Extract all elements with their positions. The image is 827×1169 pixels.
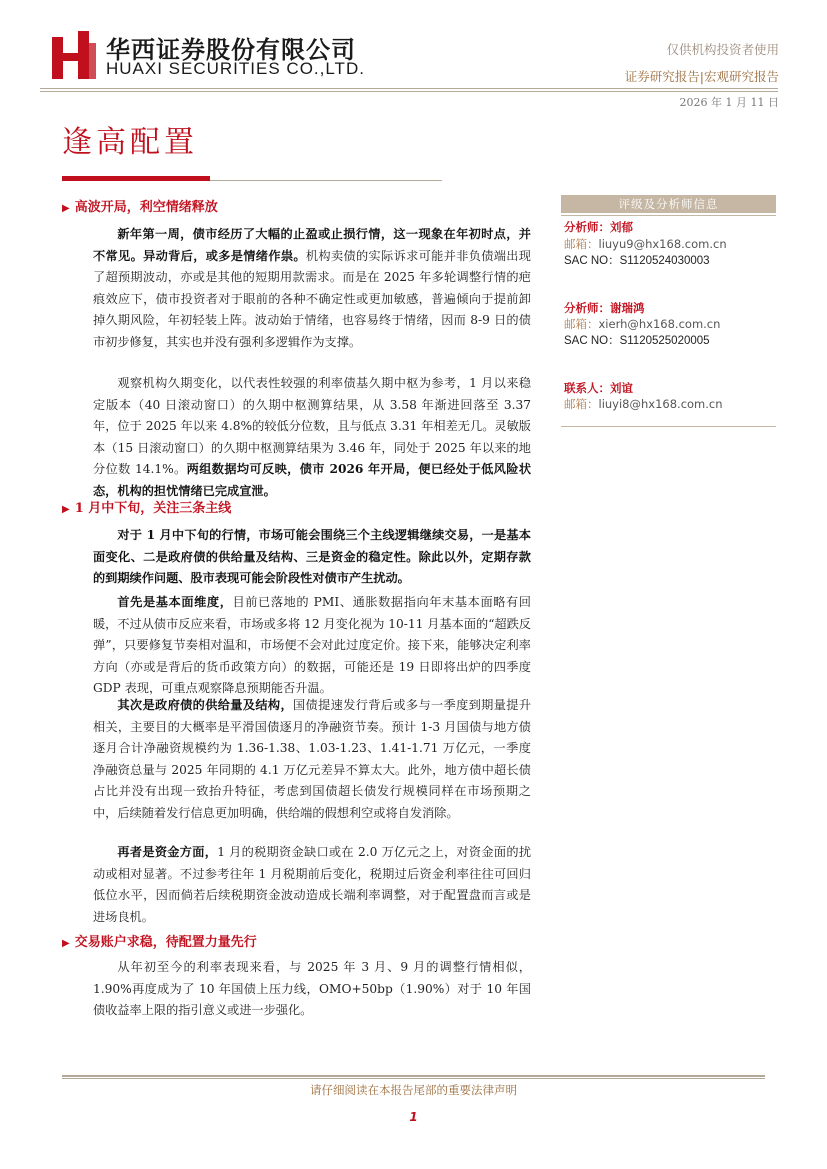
report-type: 证券研究报告|宏观研究报告 [624,69,779,84]
page-number: 1 [409,1110,418,1124]
huaxi-logo-icon [52,31,96,79]
section-heading: ▶ 1 月中下旬，关注三条主线 [62,501,232,516]
header-divider [40,88,778,89]
paragraph: 新年第一周，债市经历了大幅的止盈或止损行情，这一现象在年初时点，并不常见。异动背后，或多是情绪作祟。机构卖债的实际诉求可能并非负债端出现了超预期波动，亦或是其他的短期用款需求。而是在 2025 年多轮调整行情的疤痕效应下，债市投资者对于眼前的各种不确定性或更加敏感，普遍倾向于提前卸掉久期风险，年初轻装上阵。波动始于情绪，也容易终于情绪，因而 8-9 日的债市初步修复，其实也并没有强利多逻辑作为支撑。 [93,227,531,349]
triangle-bullet-icon: ▶ [62,504,70,515]
section-heading: ▶ 交易账户求稳，待配置力量先行 [62,935,257,950]
paragraph: 观察机构久期变化，以代表性较强的利率债基久期中枢为参考，1 月以来稳定版本（40 日滚动窗口）的久期中枢测算结果，从 3.58 年渐进回落至 3.37 年，位于 2025 年以来 4.8%的较低分位数，且与低点 3.31 年相差无几。灵敏版本（15 日滚动窗口）的久期中枢测算结果为 3.46 年，同处于 2025 年以来的地分位数 14.1%。两组数据均可反映，债市 2026 年开局，便已经处于低风险状态，机构的担忧情绪已完成宣泄。 [93,376,532,498]
contact-email[interactable]: 邮箱：liuyi8@hx168.com.cn [564,397,723,411]
publish-date: 2026 年 1 月 11 日 [679,96,779,109]
paragraph: 再者是资金方面，1 月的税期资金缺口或在 2.0 万亿元之上，对资金面的扰动或相对显著。不过参考往年 1 月税期前后变化，税期过后资金利率往往可回归低位水平，因而倘若后续税期资金波动造成长端利率调整，对于配置盘而言或是进场良机。 [93,845,532,924]
triangle-bullet-icon: ▶ [62,203,70,214]
contact-name: 联系人：刘谊 [564,381,633,395]
footer-divider [62,1075,765,1077]
analyst-email[interactable]: 邮箱：liuyu9@hx168.com.cn [564,237,727,251]
report-title: 逢高配置 [62,125,198,160]
header-divider [40,91,778,92]
company-name-cn: 华西证券股份有限公司 [106,36,356,64]
title-divider [210,180,442,181]
audience-tag: 仅供机构投资者使用 [666,42,779,57]
paragraph: 从年初至今的利率表现来看，与 2025 年 3 月、9 月的调整行情相似，1.90%再度成为了 10 年国债上压力线，OMO+50bp（1.90%）对于 10 年国债收益率上限的指引意义或进一步强化。 [93,960,531,1018]
paragraph: 首先是基本面维度，目前已落地的 PMI、通胀数据指向年末基本面略有回暖，不过从债市反应来看，市场或多将 12 月变化视为 10-11 月基本面的“超跌反弹”，只要修复节奏相对温和，市场便不会对此过度定价。接下来，能够决定利率方向（亦或是背后的货币政策方向）的数据，可能还是 19 日即将出炉的四季度 GDP 表现，可重点观察降息预期能否升温。 [93,595,531,696]
section-heading: ▶ 高波开局，利空情绪释放 [62,200,218,215]
company-name-en: HUAXI SECURITIES CO.,LTD. [106,59,365,78]
paragraph: 对于 1 月中下旬的行情，市场可能会围绕三个主线逻辑继续交易，一是基本面变化、二是政府债的供给量及结构、三是资金的稳定性。除此以外，定期存款的到期续作问题、股市表现可能会阶段性对债市产生扰动。 [93,528,531,586]
sidebar-divider [561,426,776,427]
analyst-sac: SAC NO：S1120524030003 [564,255,710,267]
legal-notice: 请仔细阅读在本报告尾部的重要法律声明 [310,1083,517,1097]
sidebar-divider [561,215,776,216]
triangle-bullet-icon: ▶ [62,938,70,949]
analyst-name: 分析师：谢瑞鸿 [564,301,645,315]
paragraph: 其次是政府债的供给量及结构，国债提速发行背后或多与一季度到期量提升相关，主要目的大概率是平滑国债逐月的净融资节奏。预计 1-3 月国债与地方债逐月合计净融资规模约为 1.36-1.38、1.03-1.23、1.41-1.71 万亿元，一季度净融资总量与 2025 年同期的 4.1 万亿元差异不算太大。此外，地方债中超长债占比并没有出现一致抬升特征，考虑到国债超长债发行规模同样在市场预期之中，后续随着发行信息更加明确，供给端的假想利空或将自发消除。 [93,698,532,820]
analyst-name: 分析师：刘郁 [564,220,633,234]
analyst-email[interactable]: 邮箱：xierh@hx168.com.cn [564,317,721,331]
footer-divider [62,1078,765,1079]
title-accent-bar [62,176,210,181]
analyst-info-header: 评级及分析师信息 [561,195,776,213]
analyst-sac: SAC NO：S1120525020005 [564,335,710,347]
